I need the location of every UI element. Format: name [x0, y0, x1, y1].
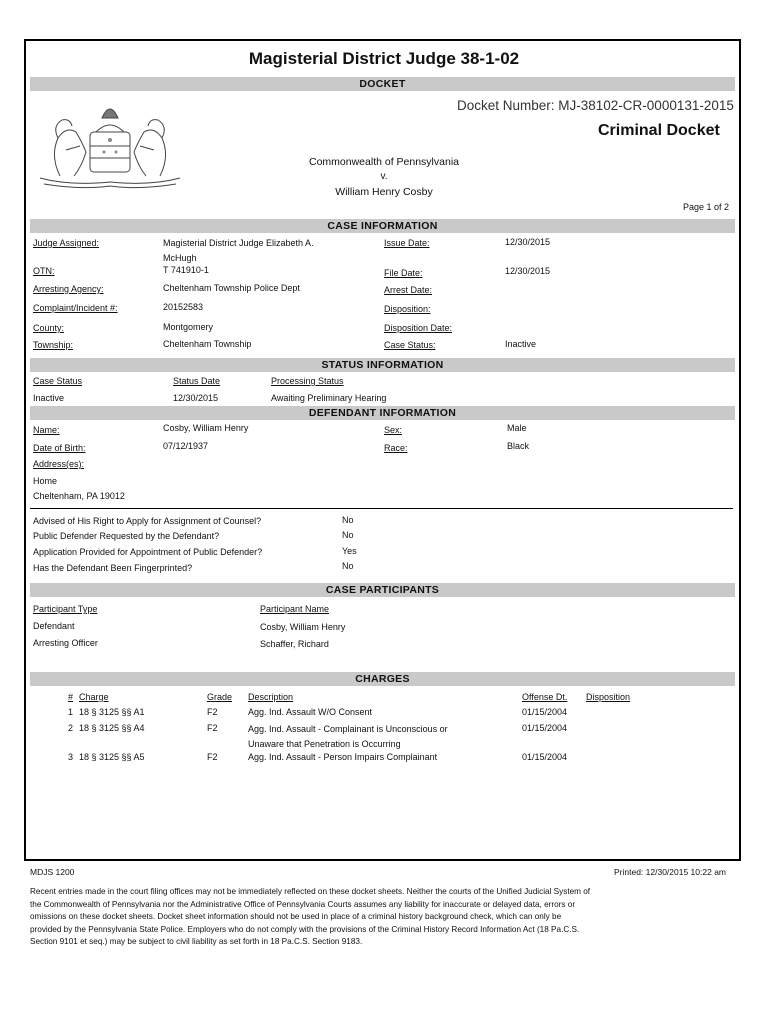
- disposition-label: Disposition:: [384, 304, 431, 314]
- sex-label: Sex:: [384, 425, 403, 435]
- case-status-label: Case Status:: [384, 340, 436, 350]
- disclaimer: [30, 886, 660, 949]
- defendant-name-label: Name:: [33, 425, 60, 435]
- doc-type: Criminal Docket: [598, 122, 720, 139]
- charge-description: Agg. Ind. Assault W/O Consent: [248, 707, 373, 717]
- township-label: Township:: [33, 340, 74, 350]
- question-3: Application Provided for Appointment of Public Defender?: [33, 547, 263, 557]
- judge-value-2: McHugh: [163, 253, 197, 263]
- question-1: Advised of His Right to Apply for Assignment of Counsel?: [33, 516, 262, 526]
- status-information-bar: STATUS INFORMATION: [30, 358, 735, 372]
- defendant-name-value: Cosby, William Henry: [163, 423, 249, 433]
- charge-num: 2: [68, 723, 74, 733]
- otn-value: T 741910-1: [163, 265, 209, 275]
- file-date-value: 12/30/2015: [505, 266, 551, 276]
- charge-description: Agg. Ind. Assault - Person Impairs Complainant: [248, 752, 438, 762]
- status-value: Inactive: [33, 393, 65, 403]
- question-4: Has the Defendant Been Fingerprinted?: [33, 563, 193, 573]
- question-2: Public Defender Requested by the Defendant?: [33, 531, 220, 541]
- disclaimer-line: Section 9101 et seq.) may be subject to civil liability as set forth in 18 Pa.C.S. Section 9183.: [30, 937, 363, 946]
- disclaimer-line: provided by the Pennsylvania State Police. Employers who do not comply with the provisions of the Criminal History Record Information Act (18 Pa.C.S.: [30, 924, 580, 934]
- charge-statute: 18 § 3125 §§ A5: [79, 752, 145, 762]
- issue-date-value: 12/30/2015: [505, 237, 551, 247]
- otn-label: OTN:: [33, 266, 55, 276]
- participant-type-header: Participant Type: [33, 604, 98, 614]
- answer-4: No: [342, 561, 354, 571]
- participant-name-header: Participant Name: [260, 604, 330, 614]
- participant-type: Defendant: [33, 621, 75, 631]
- charge-description-cont: Unaware that Penetration is Occurring: [248, 739, 401, 749]
- case-information-bar: CASE INFORMATION: [30, 219, 735, 233]
- status-date-value: 12/30/2015: [173, 393, 219, 403]
- caption-line-3: William Henry Cosby: [335, 186, 433, 198]
- form-number: MDJS 1200: [30, 867, 75, 877]
- charge-header: Charge: [79, 692, 109, 702]
- agency-label: Arresting Agency:: [33, 284, 104, 294]
- charge-grade: F2: [207, 723, 218, 733]
- processing-status-value: Awaiting Preliminary Hearing: [271, 393, 387, 403]
- file-date-label: File Date:: [384, 268, 423, 278]
- charge-statute: 18 § 3125 §§ A1: [79, 707, 145, 717]
- defendant-information-bar: DEFENDANT INFORMATION: [30, 406, 735, 420]
- status-header: Case Status: [33, 376, 83, 386]
- answer-3: Yes: [342, 546, 357, 556]
- charge-num: 3: [68, 752, 74, 762]
- case-participants-bar: CASE PARTICIPANTS: [30, 583, 735, 597]
- participant-name: Schaffer, Richard: [260, 639, 329, 649]
- address-label: Address(es):: [33, 459, 85, 469]
- disclaimer-line: the Commonwealth of Pennsylvania nor the Administrative Office of Pennsylvania Courts assumes any liability for inaccurate or delayed data, errors or: [30, 899, 576, 909]
- judge-value-1: Magisterial District Judge Elizabeth A.: [163, 238, 314, 248]
- charge-offense-date: 01/15/2004: [522, 723, 568, 733]
- charge-grade: F2: [207, 707, 218, 717]
- processing-status-header: Processing Status: [271, 376, 344, 386]
- charge-statute: 18 § 3125 §§ A4: [79, 723, 145, 733]
- arrest-date-label: Arrest Date:: [384, 285, 433, 295]
- address-city: Cheltenham, PA 19012: [33, 491, 125, 501]
- pennsylvania-seal-icon: [30, 96, 190, 190]
- race-label: Race:: [384, 443, 408, 453]
- case-status-value: Inactive: [505, 339, 537, 349]
- sex-value: Male: [507, 423, 527, 433]
- charge-description: Agg. Ind. Assault - Complainant is Unconscious or: [248, 724, 448, 734]
- issue-date-label: Issue Date:: [384, 238, 430, 248]
- disposition-header: Disposition: [586, 692, 631, 702]
- county-value: Montgomery: [163, 322, 214, 332]
- grade-header: Grade: [207, 692, 233, 702]
- county-label: County:: [33, 323, 65, 333]
- complaint-label: Complaint/Incident #:: [33, 303, 118, 313]
- status-date-header: Status Date: [173, 376, 221, 386]
- divider: [30, 508, 733, 509]
- charges-bar: CHARGES: [30, 672, 735, 686]
- participant-name: Cosby, William Henry: [260, 622, 346, 632]
- charge-offense-date: 01/15/2004: [522, 707, 568, 717]
- dob-value: 07/12/1937: [163, 441, 209, 451]
- caption-line-2: v.: [380, 171, 388, 182]
- disclaimer-line: Recent entries made in the court filing offices may not be immediately reflected on these docket sheets. Neither the courts of the Unified Judicial System of: [30, 887, 591, 896]
- township-value: Cheltenham Township: [163, 339, 252, 349]
- caption-line-1: Commonwealth of Pennsylvania: [309, 156, 459, 168]
- charge-num-header: #: [68, 692, 74, 702]
- offense-date-header: Offense Dt.: [522, 692, 568, 702]
- printed-date: Printed: 12/30/2015 10:22 am: [614, 867, 726, 877]
- complaint-value: 20152583: [163, 302, 204, 312]
- description-header: Description: [248, 692, 294, 702]
- page-number: Page 1 of 2: [683, 202, 730, 212]
- dob-label: Date of Birth:: [33, 443, 86, 453]
- docket-number: Docket Number: MJ-38102-CR-0000131-2015: [457, 98, 734, 113]
- address-type: Home: [33, 476, 58, 486]
- answer-1: No: [342, 515, 354, 525]
- participant-type: Arresting Officer: [33, 638, 98, 648]
- agency-value: Cheltenham Township Police Dept: [163, 283, 300, 293]
- docket-bar: DOCKET: [30, 77, 735, 91]
- charge-grade: F2: [207, 752, 218, 762]
- answer-2: No: [342, 530, 354, 540]
- disclaimer-line: omissions on these docket sheets. Docket sheet information should not be used in place of a criminal history background check, which can only be: [30, 912, 562, 921]
- charge-offense-date: 01/15/2004: [522, 752, 568, 762]
- judge-label: Judge Assigned:: [33, 238, 100, 248]
- charge-num: 1: [68, 707, 74, 717]
- disposition-date-label: Disposition Date:: [384, 323, 453, 333]
- court-title: Magisterial District Judge 38-1-02: [248, 49, 520, 68]
- race-value: Black: [507, 441, 530, 451]
